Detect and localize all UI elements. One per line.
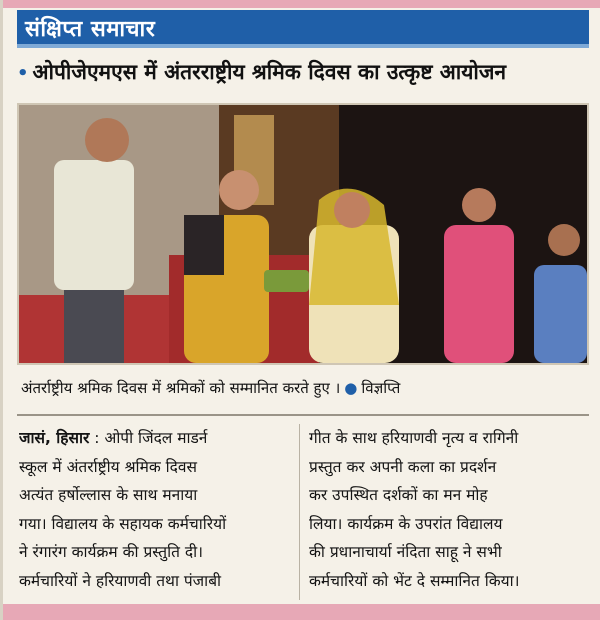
article-line: की प्रधानाचार्या नंदिता साहू ने सभी: [309, 543, 502, 561]
photo-caption: [21, 378, 589, 408]
article-line: [19, 424, 297, 453]
article-line: अत्यंत हर्षोल्लास के साथ मनाया: [19, 486, 198, 504]
caption-divider: [17, 414, 589, 416]
caption-credit: विज्ञप्ति: [361, 379, 401, 397]
article-line: कर्मचारियों ने हरियाणवी तथा पंजाबी: [19, 571, 222, 590]
article-line: गया। विद्यालय के सहायक कर्मचारियों: [19, 514, 227, 533]
bottom-color-strip: [3, 604, 600, 620]
section-banner: [17, 10, 589, 48]
article-line: कर्मचारियों को भेंट दे सम्मानित किया।: [309, 571, 520, 590]
article-line: प्रस्तुत कर अपनी कला का प्रदर्शन: [309, 457, 497, 476]
news-photo: [17, 103, 589, 365]
top-color-strip: [3, 0, 600, 8]
article-line: लिया। कार्यक्रम के उपरांत विद्यालय: [309, 514, 503, 533]
caption-text: अंतर्राष्ट्रीय श्रमिक दिवस में श्रमिकों को सम्मानित करते हुए ।: [21, 379, 341, 397]
article-line: गीत के साथ हरियाणवी नृत्य व रागिनी: [309, 429, 519, 447]
headline-text: ओपीजेएमएस में अंतरराष्ट्रीय श्रमिक दिवस का उत्कृष्ट आयोजन: [32, 60, 507, 84]
photo-illustration: [19, 105, 587, 363]
section-title: संक्षिप्त समाचार: [25, 17, 156, 42]
article-line: ने रंगारंग कार्यक्रम की प्रस्तुति दी।: [19, 543, 204, 561]
article-column-left: [19, 424, 297, 595]
article-column-right: [309, 424, 587, 595]
article-line: स्कूल में अंतर्राष्ट्रीय श्रमिक दिवस: [19, 457, 198, 476]
article-line: कर उपस्थित दर्शकों का मन मोह: [309, 486, 488, 504]
caption-dot-icon: ●: [344, 379, 358, 397]
headline: [17, 58, 589, 98]
byline: जासं, हिसार: [19, 429, 90, 447]
headline-bullet-icon: •: [17, 63, 29, 84]
column-divider: [299, 424, 300, 600]
article-line-text: : ओपी जिंदल माडर्न: [94, 429, 208, 447]
